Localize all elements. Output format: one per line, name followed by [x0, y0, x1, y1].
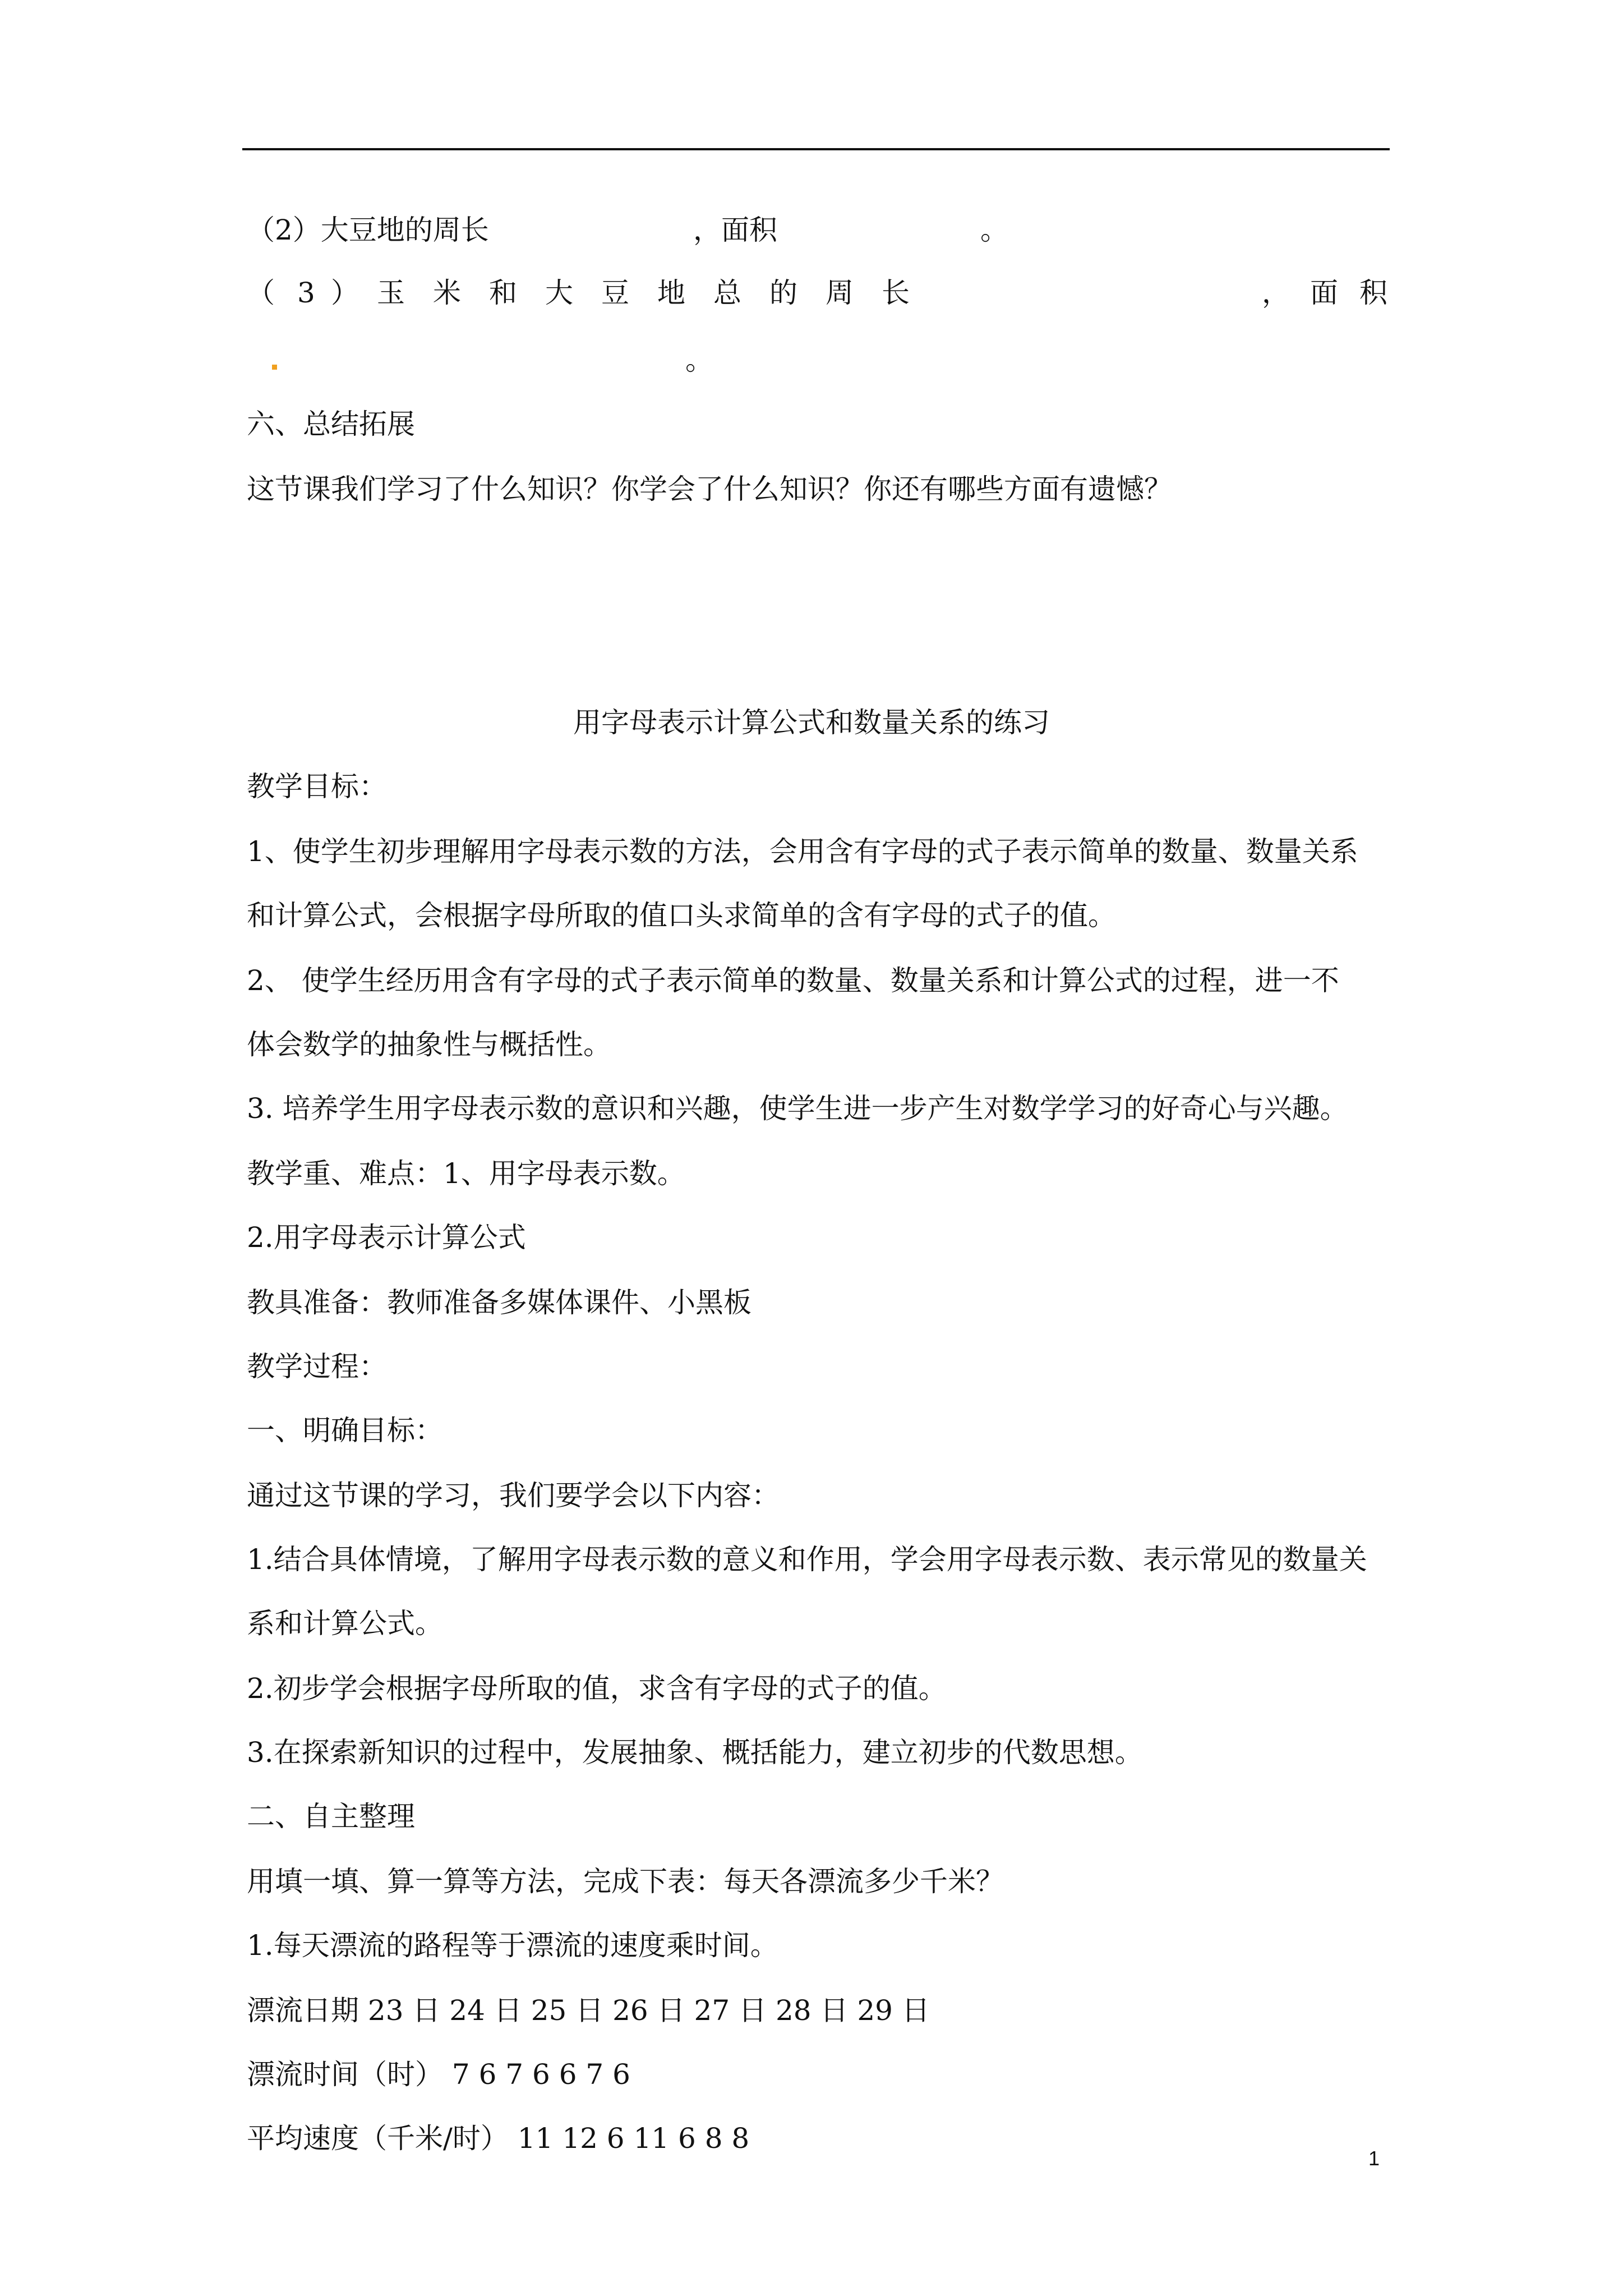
page-number: 1 [1368, 2147, 1380, 2170]
step-1-heading: 一、明确目标： [247, 1414, 443, 1447]
step-1-item-3: 3.在探索新知识的过程中，发展抽象、概括能力，建立初步的代数思想。 [247, 1736, 1143, 1769]
step-1-item-2: 2.初步学会根据字母所取的值，求含有字母的式子的值。 [247, 1672, 947, 1705]
goals-heading: 教学目标： [247, 770, 387, 803]
q3-area-char: 面 [1310, 277, 1338, 309]
q3-char: 豆 [601, 277, 629, 309]
q3-char: 周 [826, 277, 854, 309]
orange-mark [272, 365, 277, 370]
q3-end-mark: 。 [685, 344, 713, 376]
summary-heading: 六、总结拓展 [247, 408, 415, 440]
q2-end-mark: 。 [980, 214, 1008, 246]
q3-char: 的 [769, 277, 797, 309]
goal-1-line-1: 1、使学生初步理解用字母表示数的方法，会用含有字母的式子表示简单的数量、数量关系 [247, 835, 1358, 868]
q2-perimeter-label: （2）大豆地的周长 [247, 214, 489, 246]
key-points-2: 2.用字母表示计算公式 [247, 1221, 526, 1254]
row-speed: 平均速度（千米/时） 11 12 6 11 6 8 8 [247, 2122, 750, 2155]
step-1-intro: 通过这节课的学习，我们要学会以下内容： [247, 1479, 780, 1512]
q3-comma: ， [1262, 277, 1290, 309]
q3-area-char: 积 [1359, 277, 1387, 309]
goal-2-line-2: 体会数学的抽象性与概括性。 [247, 1028, 611, 1061]
step-2-item-1: 1.每天漂流的路程等于漂流的速度乘时间。 [247, 1929, 778, 1962]
q3-char: 大 [545, 277, 573, 309]
process-heading: 教学过程： [247, 1350, 387, 1383]
row-dates: 漂流日期 23 日 24 日 25 日 26 日 27 日 28 日 29 日 [247, 1994, 930, 2027]
q3-char: 玉 [377, 277, 405, 309]
row-hours: 漂流时间（时） 7 6 7 6 6 7 6 [247, 2058, 630, 2091]
q3-char: ） [331, 277, 359, 309]
q3-char: （ [247, 277, 275, 309]
q3-char: 长 [882, 277, 910, 309]
step-1-item-1-line-2: 系和计算公式。 [247, 1607, 443, 1640]
q2-area-label: ，面积 [693, 214, 777, 246]
q3-char: 3 [297, 277, 315, 309]
step-2-intro: 用填一填、算一算等方法，完成下表：每天各漂流多少千米？ [247, 1865, 1004, 1898]
q3-char: 总 [713, 277, 741, 309]
teaching-tools: 教具准备：教师准备多媒体课件、小黑板 [247, 1286, 751, 1319]
q3-char: 和 [489, 277, 517, 309]
step-2-heading: 二、自主整理 [247, 1800, 415, 1833]
q3-char: 地 [657, 277, 685, 309]
key-points: 教学重、难点：1、用字母表示数。 [247, 1157, 685, 1190]
goal-1-line-2: 和计算公式，会根据字母所取的值口头求简单的含有字母的式子的值。 [247, 899, 1116, 932]
lesson-title: 用字母表示计算公式和数量关系的练习 [573, 706, 1050, 739]
goal-3: 3. 培养学生用字母表示数的意识和兴趣，使学生进一步产生对数学学习的好奇心与兴趣。 [247, 1092, 1348, 1125]
summary-question: 这节课我们学习了什么知识？你学会了什么知识？你还有哪些方面有遗憾？ [247, 473, 1172, 505]
q3-char: 米 [433, 277, 461, 309]
goal-2-line-1: 2、 使学生经历用含有字母的式子表示简单的数量、数量关系和计算公式的过程，进一不 [247, 964, 1339, 997]
step-1-item-1-line-1: 1.结合具体情境，了解用字母表示数的意义和作用，学会用字母表示数、表示常见的数量关 [247, 1543, 1367, 1576]
header-rule [242, 148, 1390, 150]
